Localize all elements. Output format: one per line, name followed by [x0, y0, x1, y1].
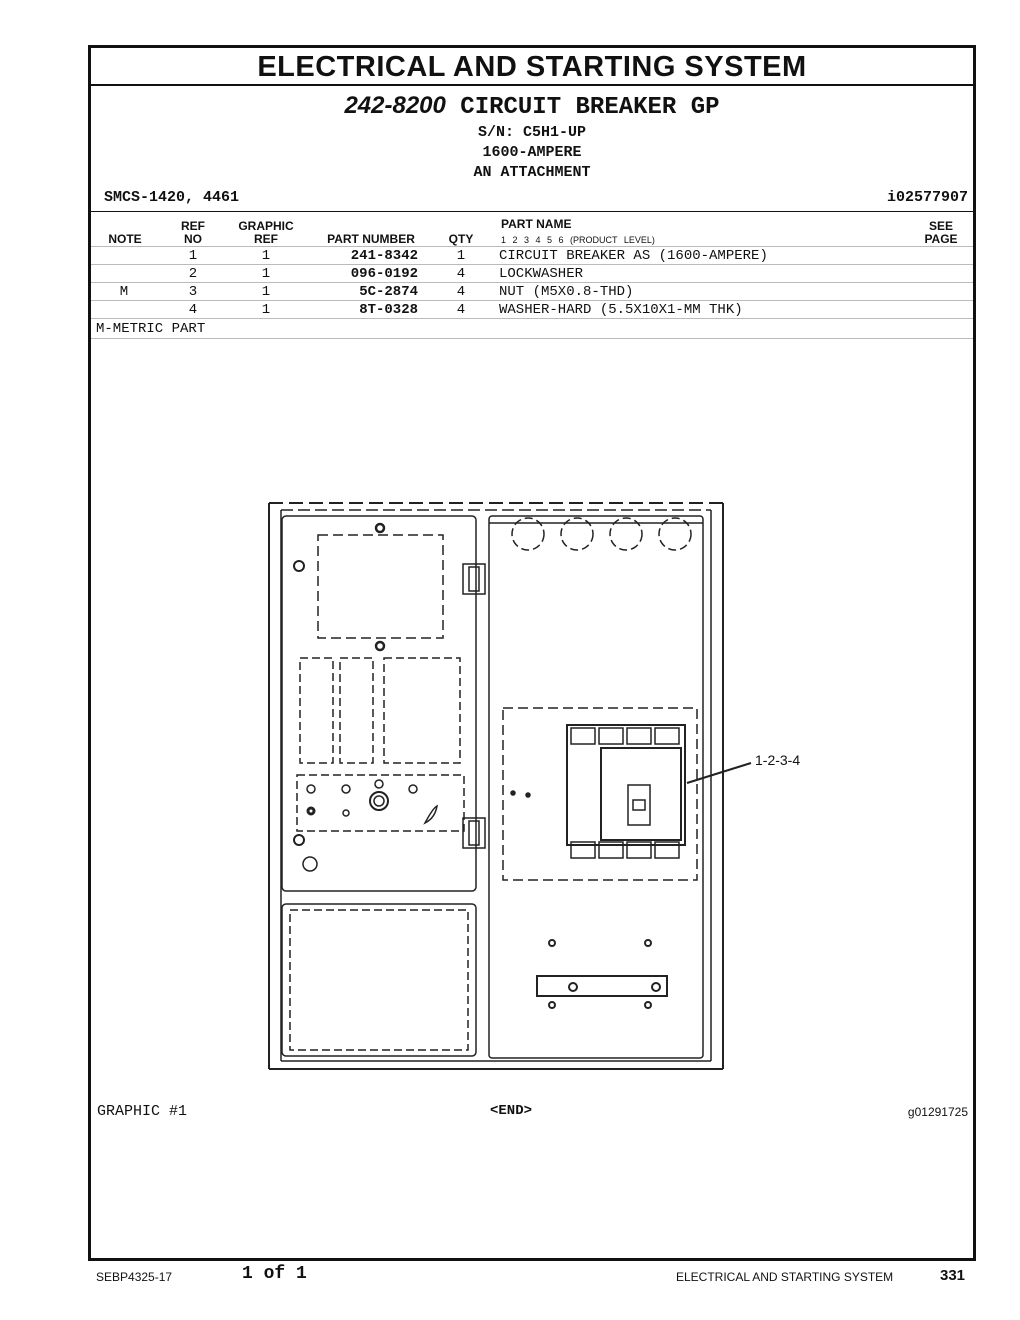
row-part-name: CIRCUIT BREAKER AS (1600-AMPERE) [499, 248, 768, 264]
serial-range: S/N: C5H1-UP [477, 124, 587, 141]
row-note: M [119, 284, 129, 300]
graphic-id: g01291725 [907, 1105, 968, 1119]
row-graphic-ref: 1 [261, 284, 271, 300]
rating: 1600-AMPERE [482, 144, 582, 161]
col-note: NOTE [108, 232, 142, 246]
row-ref: 4 [188, 302, 198, 318]
graphic-label: GRAPHIC #1 [97, 1103, 188, 1120]
group-name: CIRCUIT BREAKER GP [460, 94, 720, 121]
manual-number: SEBP4325-17 [96, 1270, 173, 1284]
row-part-name: LOCKWASHER [499, 266, 584, 282]
metric-note: M-METRIC PART [96, 321, 206, 337]
col-part-number: PART NUMBER [327, 232, 415, 246]
page-frame [88, 45, 976, 1261]
col-part-name: PART NAME [501, 217, 572, 231]
row-qty: 4 [456, 266, 466, 282]
col-graphic-top: GRAPHIC [238, 219, 294, 233]
end-marker: <END> [490, 1103, 533, 1119]
page-number: 331 [940, 1267, 966, 1284]
col-see-bottom: PAGE [924, 232, 958, 246]
row-graphic-ref: 1 [261, 248, 271, 264]
row-qty: 4 [456, 302, 466, 318]
row-qty: 1 [456, 248, 466, 264]
row-part-name: NUT (M5X0.8-THD) [499, 284, 634, 300]
attachment-note: AN ATTACHMENT [473, 164, 591, 181]
col-qty: QTY [448, 232, 474, 246]
group-number: 242-8200 [344, 92, 446, 119]
section-title: ELECTRICAL AND STARTING SYSTEM [91, 48, 973, 86]
row-ref: 3 [188, 284, 198, 300]
footer-section: ELECTRICAL AND STARTING SYSTEM [676, 1270, 894, 1284]
row-graphic-ref: 1 [261, 302, 271, 318]
row-ref: 2 [188, 266, 198, 282]
col-graphic-bottom: REF [254, 232, 278, 246]
col-see-top: SEE [928, 219, 953, 233]
row-part-number: 241-8342 [350, 248, 418, 264]
col-ref-bottom: NO [184, 232, 202, 246]
document-id: i02577907 [886, 189, 968, 206]
col-ref-top: REF [181, 219, 205, 233]
row-part-name: WASHER-HARD (5.5X10X1-MM THK) [499, 302, 743, 318]
row-part-number: 096-0192 [350, 266, 418, 282]
product-levels: 1 2 3 4 5 6 (PRODUCT LEVEL) [501, 235, 655, 245]
row-qty: 4 [456, 284, 466, 300]
callout-label: 1-2-3-4 [755, 752, 801, 768]
circuit-breaker-drawing [91, 48, 973, 1258]
row-graphic-ref: 1 [261, 266, 271, 282]
row-ref: 1 [188, 248, 198, 264]
smcs-codes: SMCS-1420, 4461 [104, 189, 240, 206]
page-of: 1 of 1 [242, 1264, 307, 1284]
row-part-number: 5C-2874 [359, 284, 418, 300]
row-part-number: 8T-0328 [359, 302, 418, 318]
